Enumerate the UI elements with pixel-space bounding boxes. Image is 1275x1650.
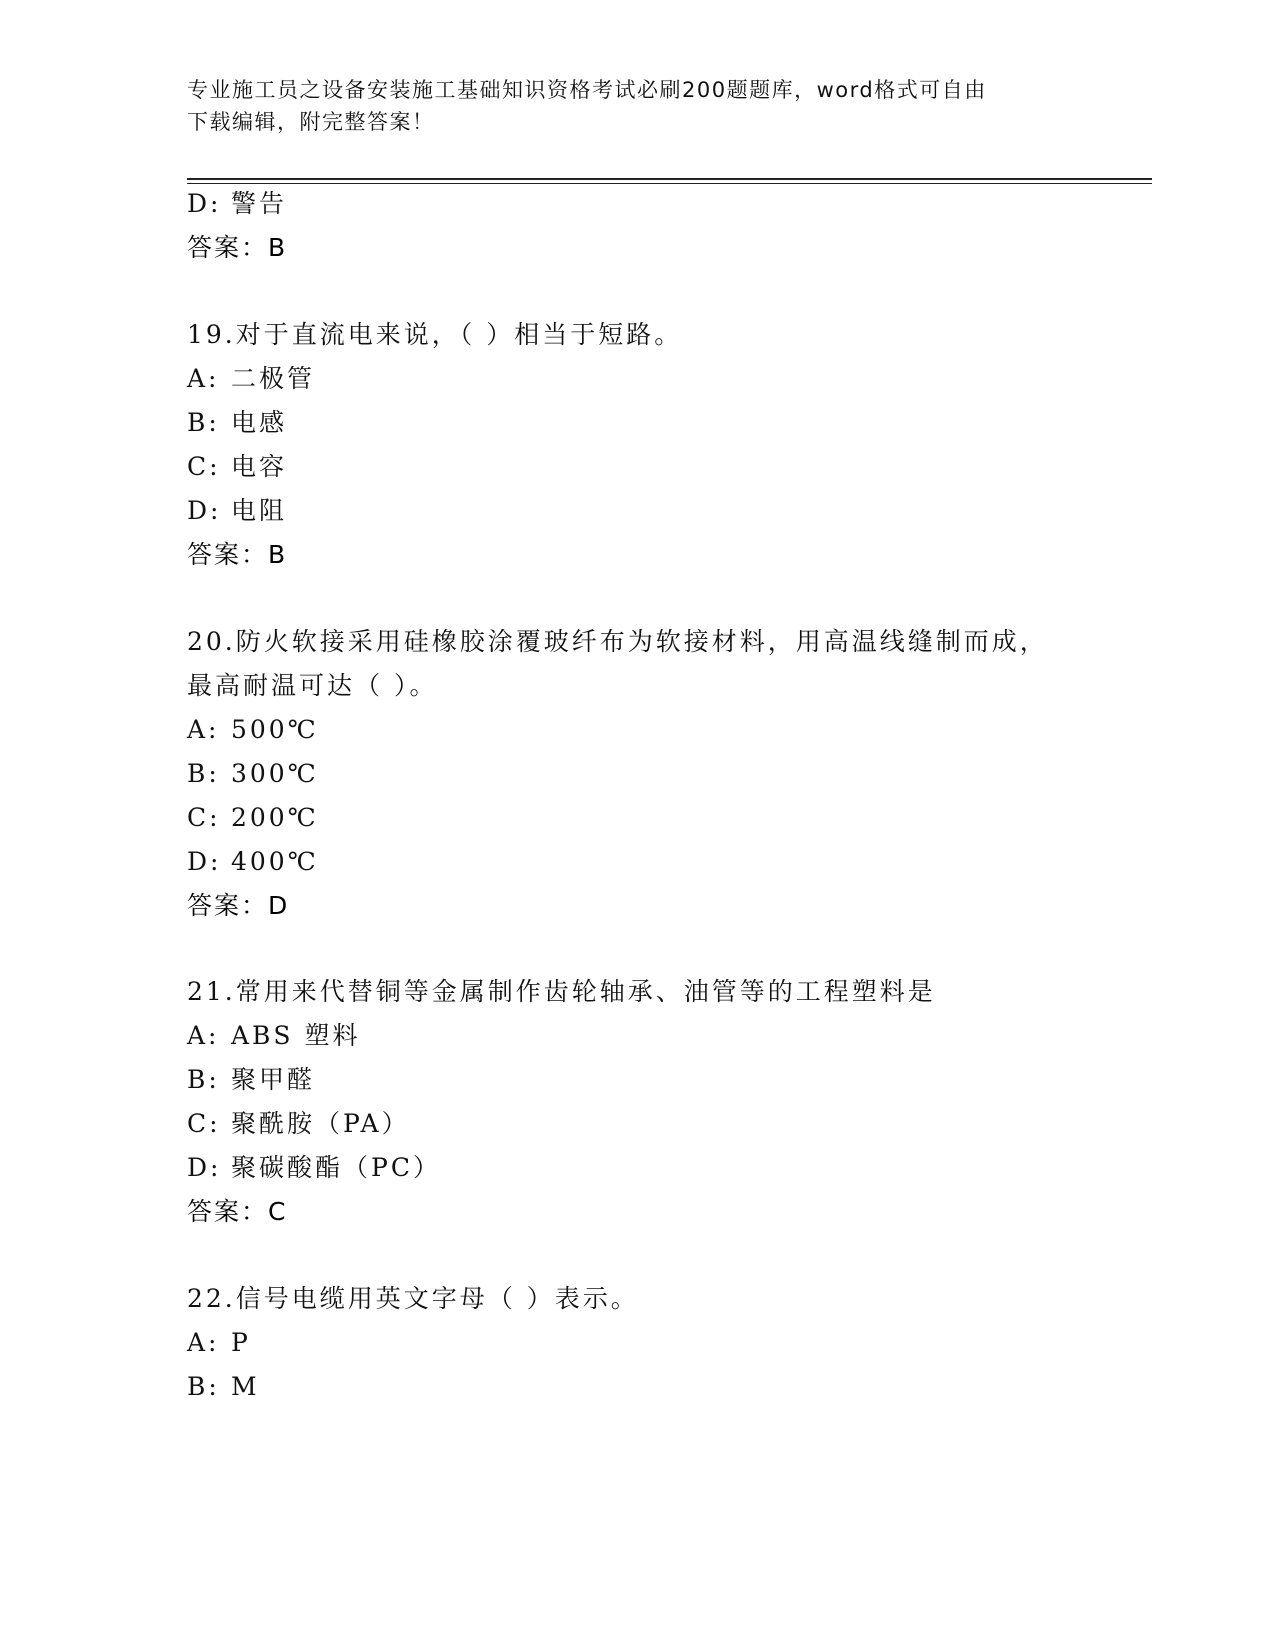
- option-label: C:: [187, 803, 221, 832]
- option-label: C:: [187, 1109, 221, 1138]
- question-21-option-c: [187, 1108, 410, 1140]
- question-19-option-a: [187, 363, 315, 395]
- question-22-option-b: [187, 1371, 260, 1403]
- option-label: D:: [187, 1153, 222, 1182]
- prev-option-d: [187, 188, 287, 220]
- question-19-answer: 答案：B: [187, 540, 288, 569]
- option-text: 聚碳酸酯（PC）: [231, 1153, 441, 1182]
- question-21-stem: 21.常用来代替铜等金属制作齿轮轴承、油管等的工程塑料是: [187, 977, 936, 1006]
- option-label: A:: [187, 715, 220, 744]
- option-text: 300℃: [231, 759, 319, 788]
- option-label: D:: [187, 496, 222, 525]
- option-label: D:: [187, 189, 222, 218]
- option-text: 电阻: [231, 496, 288, 525]
- question-20-option-c: [187, 802, 319, 834]
- question-21-option-d: [187, 1152, 441, 1184]
- question-20-option-d: [187, 846, 319, 878]
- option-text: 二极管: [231, 364, 316, 393]
- prev-answer: 答案：B: [187, 233, 288, 262]
- question-22-stem: 22.信号电缆用英文字母（ ）表示。: [187, 1284, 639, 1313]
- option-text: 电感: [231, 408, 288, 437]
- question-22-option-a: [187, 1327, 251, 1359]
- option-text: 500℃: [231, 715, 319, 744]
- option-label: A:: [187, 364, 220, 393]
- question-21-option-a: [187, 1020, 361, 1052]
- question-19-option-b: [187, 407, 287, 439]
- question-21-answer: 答案：C: [187, 1197, 288, 1226]
- header-divider-thick: [187, 178, 1152, 180]
- option-text: 聚甲醛: [231, 1065, 316, 1094]
- question-20-option-a: [187, 714, 319, 746]
- question-20-stem-line-2: 最高耐温可达（ ）。: [187, 671, 438, 700]
- option-label: B:: [187, 408, 220, 437]
- question-20-option-b: [187, 758, 319, 790]
- option-label: C:: [187, 452, 221, 481]
- question-20-answer: 答案：D: [187, 891, 290, 920]
- header-line-1: 专业施工员之设备安装施工基础知识资格考试必刷200题题库，word格式可自由: [187, 78, 987, 102]
- question-19-stem: 19.对于直流电来说，（ ）相当于短路。: [187, 320, 683, 349]
- question-19-option-c: [187, 451, 287, 483]
- option-label: B:: [187, 1065, 220, 1094]
- option-text: 400℃: [231, 847, 319, 876]
- option-text: P: [231, 1328, 251, 1357]
- option-text: M: [231, 1372, 260, 1401]
- option-label: A:: [187, 1021, 220, 1050]
- option-text: ABS 塑料: [231, 1021, 361, 1050]
- option-text: 电容: [231, 452, 288, 481]
- header-divider-thin: [187, 183, 1152, 184]
- option-label: D:: [187, 847, 222, 876]
- header-line-2: 下载编辑，附完整答案！: [187, 110, 435, 134]
- option-text: 聚酰胺（PA）: [231, 1109, 410, 1138]
- document-header: [187, 74, 1087, 138]
- question-21-option-b: [187, 1064, 315, 1096]
- option-text: 警告: [231, 189, 288, 218]
- question-19-option-d: [187, 495, 287, 527]
- option-label: B:: [187, 1372, 220, 1401]
- option-label: A:: [187, 1328, 220, 1357]
- question-20-stem-line-1: 20.防火软接采用硅橡胶涂覆玻纤布为软接材料，用高温线缝制而成，: [187, 627, 1048, 656]
- option-label: B:: [187, 759, 220, 788]
- option-text: 200℃: [231, 803, 319, 832]
